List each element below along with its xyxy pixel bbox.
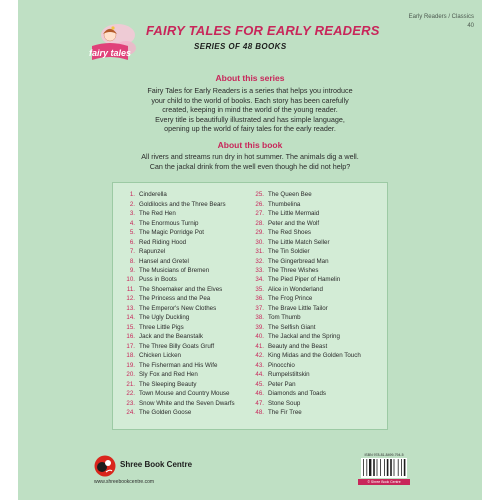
barcode-bar <box>404 459 406 476</box>
about-book-line: All rivers and streams run dry in hot summer. The animals dig a well. <box>141 152 359 161</box>
list-item <box>122 247 235 256</box>
book-number: 2. <box>129 200 135 208</box>
book-title: The Three Wishes <box>268 266 319 274</box>
book-number: 22. <box>126 390 135 398</box>
book-number: 32. <box>255 257 264 265</box>
book-title: The Little Match Seller <box>268 238 330 246</box>
book-number: 16. <box>126 333 135 341</box>
list-item <box>122 332 235 341</box>
list-item <box>251 228 361 237</box>
book-title: Town Mouse and Country Mouse <box>139 390 230 398</box>
list-item <box>251 304 361 313</box>
copyright-text: © Shree Book Centre <box>358 479 410 485</box>
list-item <box>251 209 361 218</box>
book-number: 3. <box>129 210 135 218</box>
list-item <box>251 342 361 351</box>
book-list-column-left <box>122 190 235 417</box>
book-list-column-right <box>251 190 361 417</box>
book-number: 15. <box>126 323 135 331</box>
book-title: Rumpelstiltskin <box>268 371 310 379</box>
book-number: 30. <box>255 238 264 246</box>
back-cover <box>18 0 482 500</box>
book-title: Red Riding Hood <box>139 238 187 246</box>
book-number: 11. <box>126 285 135 293</box>
about-series-line: created, keeping in mind the world of the young reader. <box>162 105 338 115</box>
book-number: 20. <box>126 371 135 379</box>
list-item <box>122 228 235 237</box>
book-number: 8. <box>129 257 135 265</box>
book-number: 40. <box>255 333 264 341</box>
list-item <box>251 379 361 388</box>
book-number: 33. <box>255 266 264 274</box>
book-title: Snow White and the Seven Dwarfs <box>139 399 235 407</box>
book-number: 48. <box>255 409 264 417</box>
list-item <box>122 256 235 265</box>
book-title: Alice in Wonderland <box>268 285 323 293</box>
book-title: Hansel and Gretel <box>139 257 189 265</box>
book-title: The Shoemaker and the Elves <box>139 285 223 293</box>
book-number: 5. <box>129 229 135 237</box>
list-item <box>122 266 235 275</box>
publisher-logo-icon <box>94 455 116 477</box>
book-title: Sly Fox and Red Hen <box>139 371 198 379</box>
list-item <box>251 370 361 379</box>
list-item <box>251 294 361 303</box>
book-number: 38. <box>255 314 264 322</box>
list-item <box>251 323 361 332</box>
list-item <box>251 247 361 256</box>
list-item <box>251 408 361 417</box>
barcode-block <box>358 453 410 491</box>
page-number: 40 <box>467 23 474 29</box>
book-number: 17. <box>126 342 135 350</box>
book-title: The Musicians of Bremen <box>139 266 210 274</box>
book-title: Beauty and the Beast <box>268 342 328 350</box>
list-item <box>122 389 235 398</box>
book-number: 21. <box>126 380 135 388</box>
book-title: The Magic Porridge Pot <box>139 229 204 237</box>
barcode-bar <box>373 459 375 476</box>
book-list <box>112 182 388 430</box>
list-item <box>251 218 361 227</box>
book-title: The Golden Goose <box>139 409 192 417</box>
list-item <box>251 360 361 369</box>
fairy-icon <box>88 20 140 72</box>
about-series-line: opening up the world of fairy tales for the early reader. <box>164 124 336 134</box>
list-item <box>122 275 235 284</box>
about-series-line: Every title is beautifully illustrated and has simple language, <box>155 114 345 124</box>
book-number: 7. <box>129 248 135 256</box>
book-title: The Princess and the Pea <box>139 295 211 303</box>
list-item <box>122 218 235 227</box>
book-number: 18. <box>126 352 135 360</box>
about-series-line: your child to the world of books. Each story has been carefully <box>151 95 349 105</box>
list-item <box>122 342 235 351</box>
book-number: 45. <box>255 380 264 388</box>
book-title: Jack and the Beanstalk <box>139 333 203 341</box>
list-item <box>122 379 235 388</box>
book-title: The Selfish Giant <box>268 323 316 331</box>
list-item <box>251 351 361 360</box>
book-number: 24. <box>126 409 135 417</box>
list-item <box>122 237 235 246</box>
book-title: Tom Thumb <box>268 314 301 322</box>
book-number: 23. <box>126 399 135 407</box>
list-item <box>251 398 361 407</box>
about-series-heading: About this series <box>215 73 285 83</box>
isbn-text: ISBN 978-81-8499-794-5 <box>364 453 404 457</box>
book-title: Rapunzel <box>139 248 166 256</box>
category-label: Early Readers / Classics <box>408 14 474 20</box>
about-book-line: Can the jackal drink from the well even though he did not help? <box>149 161 351 171</box>
book-number: 36. <box>255 295 264 303</box>
book-title: Three Little Pigs <box>139 323 184 331</box>
about-book-heading: About this book <box>217 140 283 150</box>
list-item <box>251 285 361 294</box>
book-title: The Enormous Turnip <box>139 219 199 227</box>
book-number: 13. <box>126 304 135 312</box>
book-number: 31. <box>255 248 264 256</box>
list-item <box>251 199 361 208</box>
book-title: Thumbelina <box>268 200 301 208</box>
list-item <box>251 389 361 398</box>
book-number: 25. <box>255 191 264 199</box>
barcode-bar <box>384 459 385 476</box>
book-title: The Red Shoes <box>268 229 311 237</box>
list-item <box>251 275 361 284</box>
barcode-bar <box>363 459 364 476</box>
book-title: Goldilocks and the Three Bears <box>139 200 226 208</box>
book-title: The Jackal and the Spring <box>268 333 340 341</box>
book-title: Peter Pan <box>268 380 296 388</box>
book-number: 4. <box>129 219 135 227</box>
list-item <box>122 294 235 303</box>
barcode-bar <box>387 459 389 476</box>
barcode-bar <box>366 459 367 476</box>
barcode-bar <box>377 459 378 476</box>
list-item <box>122 285 235 294</box>
book-title: The Red Hen <box>139 210 176 218</box>
book-title: The Brave Little Tailor <box>268 304 328 312</box>
book-title: The Fir Tree <box>268 409 302 417</box>
list-item <box>251 313 361 322</box>
book-title: The Fisherman and His Wife <box>139 361 218 369</box>
book-number: 43. <box>255 361 264 369</box>
book-title: The Gingerbread Man <box>268 257 329 265</box>
book-number: 29. <box>255 229 264 237</box>
book-title: Puss in Boots <box>139 276 177 284</box>
book-number: 44. <box>255 371 264 379</box>
list-item <box>122 190 235 199</box>
book-number: 27. <box>255 210 264 218</box>
corner-info <box>409 13 474 31</box>
book-number: 39. <box>255 323 264 331</box>
barcode-bar <box>380 459 381 476</box>
book-title: Diamonds and Toads <box>268 390 327 398</box>
book-number: 28. <box>255 219 264 227</box>
book-number: 26. <box>255 200 264 208</box>
book-title: Chicken Licken <box>139 352 181 360</box>
list-item <box>122 398 235 407</box>
book-title: Cinderella <box>139 191 167 199</box>
list-item <box>122 370 235 379</box>
book-number: 9. <box>129 266 135 274</box>
list-item <box>251 332 361 341</box>
book-number: 1. <box>129 191 135 199</box>
publisher-name: Shree Book Centre <box>120 460 193 469</box>
list-item <box>122 199 235 208</box>
list-item <box>122 360 235 369</box>
book-title: The Little Mermaid <box>268 210 320 218</box>
book-title: The Tin Soldier <box>268 248 310 256</box>
book-title: The Emperor's New Clothes <box>139 304 217 312</box>
logo-text: fairy tales <box>88 48 132 58</box>
book-title: The Three Billy Goats Gruff <box>139 342 215 350</box>
barcode-bar <box>394 459 395 476</box>
book-number: 46. <box>255 390 264 398</box>
list-item <box>251 237 361 246</box>
barcode-icon <box>361 458 407 478</box>
series-title: FAIRY TALES FOR EARLY READERS <box>146 23 380 38</box>
book-number: 12. <box>126 295 135 303</box>
book-number: 14. <box>126 314 135 322</box>
book-title: Peter and the Wolf <box>268 219 320 227</box>
book-title: The Ugly Duckling <box>139 314 190 322</box>
list-item <box>122 209 235 218</box>
barcode-bar <box>369 459 371 476</box>
book-number: 35. <box>255 285 264 293</box>
book-number: 34. <box>255 276 264 284</box>
book-title: The Pied Piper of Hamelin <box>268 276 341 284</box>
book-title: King Midas and the Golden Touch <box>268 352 361 360</box>
barcode-bar <box>390 459 392 476</box>
list-item <box>251 190 361 199</box>
barcode-bar <box>398 459 399 476</box>
series-subtitle: SERIES OF 48 BOOKS <box>194 42 287 51</box>
list-item <box>122 408 235 417</box>
list-item <box>251 256 361 265</box>
book-title: The Frog Prince <box>268 295 313 303</box>
book-number: 37. <box>255 304 264 312</box>
book-title: Stone Soup <box>268 399 301 407</box>
book-title: The Sleeping Beauty <box>139 380 197 388</box>
book-number: 41. <box>255 342 264 350</box>
barcode-bar <box>401 459 402 476</box>
book-number: 42. <box>255 352 264 360</box>
book-number: 6. <box>129 238 135 246</box>
about-series-text <box>78 86 422 134</box>
book-title: The Queen Bee <box>268 191 312 199</box>
list-item <box>122 323 235 332</box>
list-item <box>122 351 235 360</box>
about-series-line: Fairy Tales for Early Readers is a series that helps you introduce <box>147 86 353 95</box>
publisher-website: www.shreebookcentre.com <box>94 479 155 485</box>
list-item <box>122 313 235 322</box>
about-book-text <box>78 152 422 171</box>
book-number: 10. <box>126 276 135 284</box>
list-item <box>122 304 235 313</box>
book-title: Pinocchio <box>268 361 295 369</box>
book-number: 19. <box>126 361 135 369</box>
book-number: 47. <box>255 399 264 407</box>
list-item <box>251 266 361 275</box>
